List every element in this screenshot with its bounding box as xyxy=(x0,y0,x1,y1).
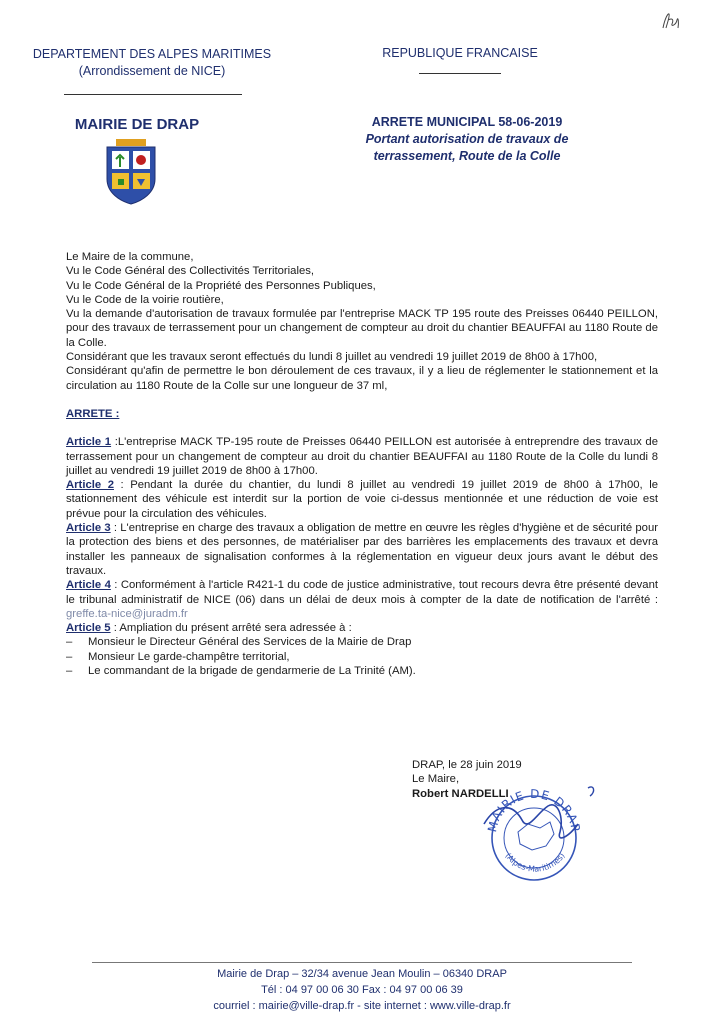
decree-title xyxy=(322,114,612,165)
footer-address: Mairie de Drap – 32/34 avenue Jean Moulin – 06340 DRAP xyxy=(217,968,507,980)
signatory-name: Robert NARDELLI xyxy=(412,787,509,800)
tribunal-email-link[interactable]: greffe.ta-nice@juradm.fr xyxy=(66,607,188,620)
preamble-line: Vu la demande d'autorisation de travaux formulée par l'entreprise MACK TP 195 route des Preisses 06440 PEILLON, pour des travaux de terrassement pour un changement de compteur au droit du chantier BEAUFFAI au 1180 Route de la Colle. xyxy=(66,308,658,349)
place-date: DRAP, le 28 juin 2019 xyxy=(412,759,522,771)
department-header xyxy=(22,46,282,80)
preamble-line: Le Maire de la commune, xyxy=(66,251,194,263)
article-text: : Ampliation du présent arrêté sera adressée à : xyxy=(110,622,352,635)
department-name: DEPARTEMENT DES ALPES MARITIMES xyxy=(32,47,272,61)
footer-contact: courriel : mairie@ville-drap.fr - site internet : www.ville-drap.fr xyxy=(213,1000,511,1012)
preamble-line: Considérant qu'afin de permettre le bon déroulement de ces travaux, il y a lieu de réglementer le stationnement et la circulation au 1180 Route de la Colle sur une longueur de 37 ml, xyxy=(66,365,658,392)
coat-of-arms-icon xyxy=(104,139,158,205)
list-item: – Le commandant de la brigade de gendarmerie de La Trinité (AM). xyxy=(66,664,658,678)
decree-number: ARRETE MUNICIPAL 58-06-2019 xyxy=(371,115,563,129)
article-text: : L'entreprise en charge des travaux a obligation de mettre en œuvre les règles d'hygiène et de sécurité pour la protection des biens et des personnes, de matérialiser par des barrières les emplacements des travaux et devra installer les panneaux de signalisation conformes à la réglementation en vigueur deux jours avant le début des travaux. xyxy=(66,522,658,577)
article-text: :L'entreprise MACK TP-195 route de Preisses 06440 PEILLON est autorisée à entreprendre des travaux de terrassement pour un changement de compteur au droit du chantier BEAUFFAI au 1180 Route de la Colle du lundi 8 juillet au vendredi 19 juillet 2019 de 8h00 à 17h00. xyxy=(66,436,658,477)
preamble-line: Vu le Code de la voirie routière, xyxy=(66,293,224,306)
preamble-line: Vu le Code Général de la Propriété des Personnes Publiques, xyxy=(66,279,376,292)
article-2 xyxy=(66,478,658,521)
header-divider-left xyxy=(64,94,242,95)
article-3 xyxy=(66,521,658,578)
stamp-text-bottom: (Alpes-Maritimes) xyxy=(503,851,567,874)
article-text: : Conformément à l'article R421-1 du code de justice administrative, tout recours devra être présenté devant le tribunal administratif de NICE (06) dans un délai de deux mois à compter de la date de notification de l'arrêté : xyxy=(66,579,658,606)
article-label: Article 3 xyxy=(66,522,111,535)
republic-header xyxy=(365,46,555,60)
article-1 xyxy=(66,435,658,478)
arrete-heading: ARRETE : xyxy=(66,407,120,420)
decree-body xyxy=(66,250,658,678)
preamble-line: Vu le Code Général des Collectivités Territoriales, xyxy=(66,265,315,278)
article-text: : Pendant la durée du chantier, du lundi 8 juillet au vendredi 19 juillet 2019 de 8h00 à 17h00, le stationnement des véhicule est interdit sur la portion de voie ci-dessus mentionnée et une réduction de voie est prévue pour la circulation des véhicules. xyxy=(66,479,658,520)
official-stamp-icon xyxy=(466,784,606,884)
mairie-name: MAIRIE DE DRAP xyxy=(74,116,200,133)
footer-phone: Tél : 04 97 00 06 30 Fax : 04 97 00 06 39 xyxy=(261,984,463,996)
list-item: – Monsieur le Directeur Général des Services de la Mairie de Drap xyxy=(66,635,658,649)
decree-subject-1: Portant autorisation de travaux de xyxy=(365,132,569,146)
article-4 xyxy=(66,578,658,621)
article-label: Article 2 xyxy=(66,479,114,492)
header-divider-right xyxy=(419,73,501,74)
footer-divider xyxy=(92,962,632,963)
handwritten-initials-icon xyxy=(660,10,682,32)
svg-text:(Alpes-Maritimes) xyxy=(503,851,566,873)
republic-name: REPUBLIQUE FRANCAISE xyxy=(382,46,538,60)
article-label: Article 1 xyxy=(66,436,112,449)
distribution-list xyxy=(66,635,658,678)
signatory-role: Le Maire, xyxy=(412,773,460,786)
stamp-text-top: MAIRIE DE DRAP xyxy=(485,786,583,834)
article-label: Article 4 xyxy=(66,579,111,592)
article-label: Article 5 xyxy=(66,622,111,635)
footer xyxy=(150,966,574,1014)
preamble-line: Considérant que les travaux seront effectués du lundi 8 juillet au vendredi 19 juillet 2019 de 8h00 à 17h00, xyxy=(66,351,598,364)
decree-subject-2: terrassement, Route de la Colle xyxy=(373,149,561,163)
list-item: – Monsieur Le garde-champêtre territorial, xyxy=(66,650,658,664)
arrondissement: (Arrondissement de NICE) xyxy=(78,64,226,78)
article-5 xyxy=(66,621,658,635)
